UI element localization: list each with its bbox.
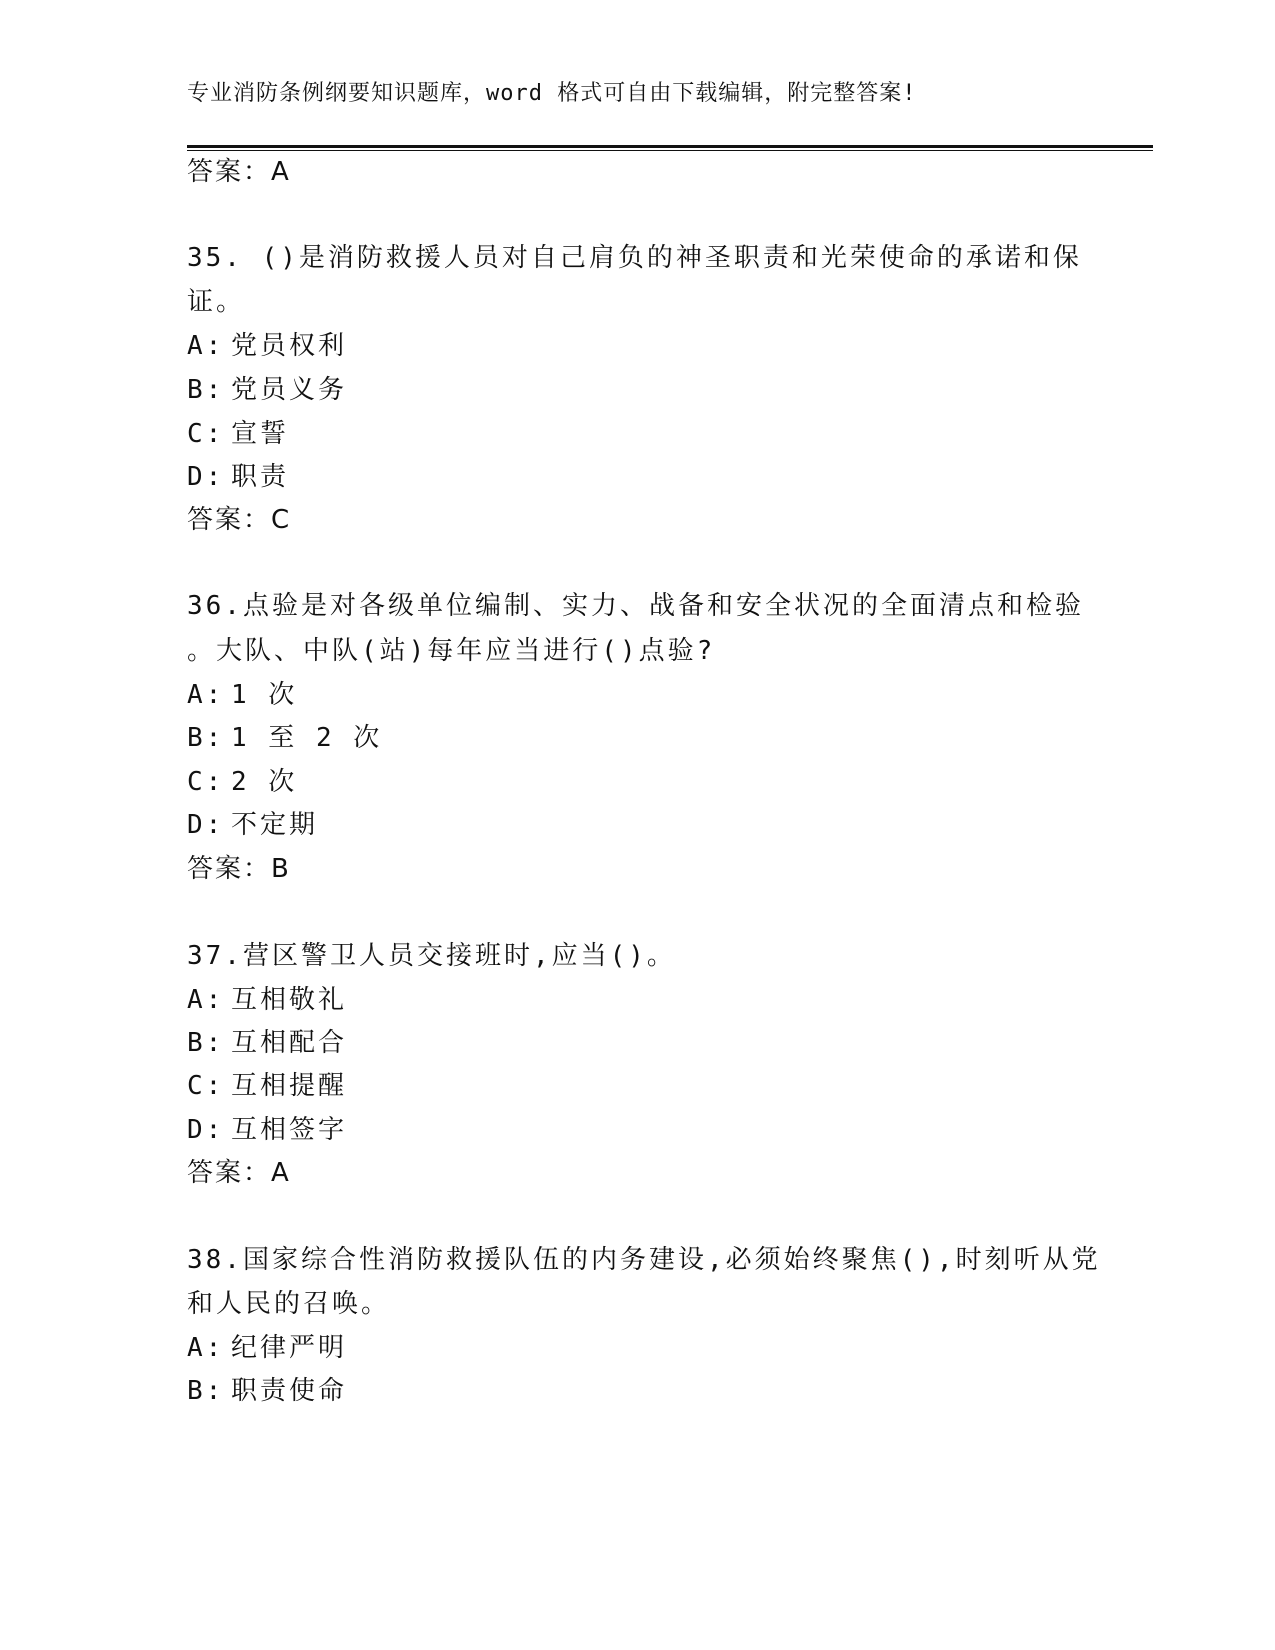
option-label: D: xyxy=(187,1115,225,1145)
option-text: 职责 xyxy=(231,462,290,492)
answer-line: 答案：A xyxy=(187,157,291,187)
question-36-line-2: 。大队、中队(站)每年应当进行()点验? xyxy=(187,636,716,666)
question-36-option-b xyxy=(187,723,382,753)
option-label: D: xyxy=(187,810,225,840)
option-text: 党员义务 xyxy=(231,375,348,405)
question-36-answer: 答案：B xyxy=(187,854,291,884)
option-text: 职责使命 xyxy=(231,1376,348,1406)
option-text: 1 至 2 次 xyxy=(231,723,383,753)
option-label: A: xyxy=(187,1333,225,1363)
question-37-option-b xyxy=(187,1028,347,1058)
question-37-option-c xyxy=(187,1071,347,1101)
option-label: C: xyxy=(187,1071,225,1101)
page-header: 专业消防条例纲要知识题库，word 格式可自由下载编辑，附完整答案! xyxy=(187,81,917,106)
question-35-line-1: 35. ()是消防救援人员对自己肩负的神圣职责和光荣使命的承诺和保 xyxy=(187,243,1082,273)
option-label: B: xyxy=(187,723,225,753)
header-rule-thin xyxy=(187,150,1153,151)
option-label: C: xyxy=(187,767,225,797)
question-36-option-d xyxy=(187,810,318,840)
option-label: B: xyxy=(187,375,225,405)
question-36-option-c xyxy=(187,767,297,797)
option-label: A: xyxy=(187,680,225,710)
option-label: B: xyxy=(187,1376,225,1406)
option-label: A: xyxy=(187,985,225,1015)
option-text: 1 次 xyxy=(231,680,298,710)
question-35-line-2: 证。 xyxy=(187,287,246,317)
question-38-option-a xyxy=(187,1333,347,1363)
header-rule-thick xyxy=(187,145,1153,148)
question-37-option-a xyxy=(187,985,347,1015)
question-35-option-c xyxy=(187,419,289,449)
question-35-option-b xyxy=(187,375,347,405)
question-37-answer: 答案：A xyxy=(187,1158,291,1188)
option-text: 互相配合 xyxy=(231,1028,348,1058)
question-35-option-d xyxy=(187,462,289,492)
option-text: 互相签字 xyxy=(231,1115,348,1145)
option-text: 互相敬礼 xyxy=(231,985,348,1015)
option-label: A: xyxy=(187,331,225,361)
option-label: C: xyxy=(187,419,225,449)
question-35-answer: 答案：C xyxy=(187,505,292,535)
question-37-option-d xyxy=(187,1115,347,1145)
option-text: 2 次 xyxy=(231,767,298,797)
option-label: B: xyxy=(187,1028,225,1058)
option-text: 党员权利 xyxy=(231,331,348,361)
option-text: 不定期 xyxy=(231,810,319,840)
option-text: 纪律严明 xyxy=(231,1333,348,1363)
question-36-option-a xyxy=(187,680,297,710)
option-label: D: xyxy=(187,462,225,492)
question-38-line-1: 38.国家综合性消防救援队伍的内务建设,必须始终聚焦(),时刻听从党 xyxy=(187,1245,1101,1275)
question-36-line-1: 36.点验是对各级单位编制、实力、战备和安全状况的全面清点和检验 xyxy=(187,591,1084,621)
question-38-line-2: 和人民的召唤。 xyxy=(187,1289,391,1319)
question-38-option-b xyxy=(187,1376,347,1406)
question-35-option-a xyxy=(187,331,347,361)
question-37-line-1: 37.营区警卫人员交接班时,应当()。 xyxy=(187,941,676,971)
option-text: 互相提醒 xyxy=(231,1071,348,1101)
option-text: 宣誓 xyxy=(231,419,290,449)
